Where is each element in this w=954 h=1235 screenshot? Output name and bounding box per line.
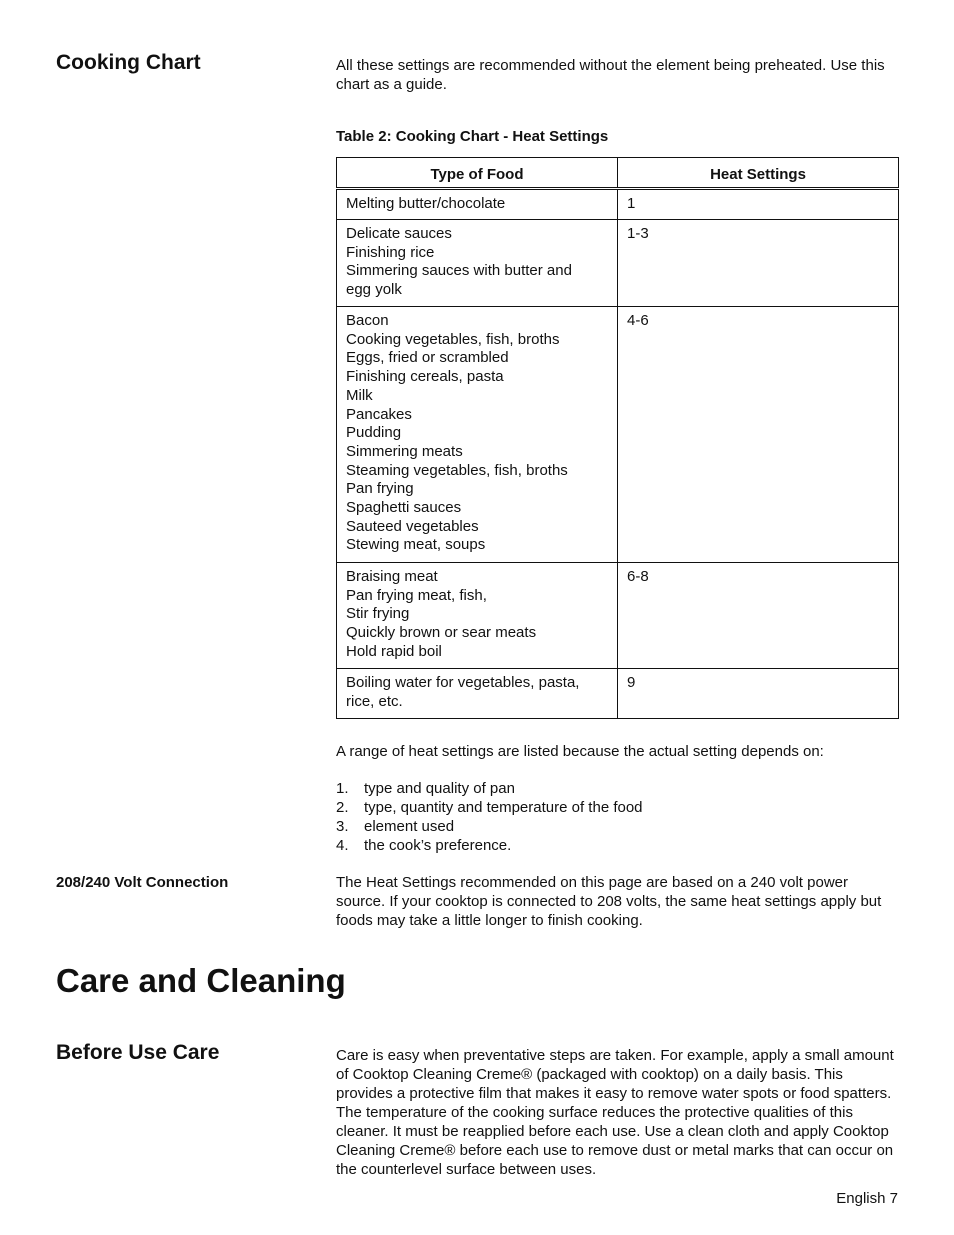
table-row [337, 563, 899, 669]
list-item-text: type, quantity and temperature of the food [364, 799, 643, 816]
heat-setting-cell: 4-6 [618, 307, 899, 563]
food-item: Pudding [346, 424, 402, 442]
food-item: Cooking vegetables, fish, broths [346, 330, 560, 348]
food-item: egg yolk [346, 281, 402, 299]
food-item: Pan frying [346, 480, 414, 498]
food-item: Simmering meats [346, 442, 463, 460]
volt-connection-text: The Heat Settings recommended on this page are based on a 240 volt power source. If your cooktop is connected to 208 volts, the same heat settings apply but foods may take a little longer to finish cooking. [336, 874, 882, 929]
list-item-text: element used [364, 818, 455, 835]
food-cell [337, 189, 618, 220]
heat-setting-cell: 9 [618, 669, 899, 719]
heat-setting-cell: 1 [618, 189, 899, 220]
list-item-number: 3. [336, 818, 349, 835]
food-item: Eggs, fried or scrambled [346, 349, 509, 367]
food-item: Finishing cereals, pasta [346, 368, 504, 386]
food-item: Hold rapid boil [346, 642, 442, 660]
list-item-text: the cook’s preference. [364, 837, 512, 854]
heat-setting-cell: 6-8 [618, 563, 899, 669]
reasons-list [336, 779, 643, 855]
cooking-chart-intro: All these settings are recommended without the element being preheated. Use this chart as a guide. [336, 57, 885, 93]
list-item-number: 4. [336, 837, 349, 854]
list-item [336, 817, 643, 836]
food-item: Pancakes [346, 405, 412, 423]
table-row [337, 220, 899, 307]
header-heat-settings: Heat Settings [618, 158, 899, 189]
list-item-text: type and quality of pan [364, 780, 515, 797]
list-item [336, 779, 643, 798]
list-item [336, 836, 643, 855]
food-item: Boiling water for vegetables, pasta, [346, 674, 580, 691]
care-cleaning-heading: Care and Cleaning [56, 962, 346, 999]
table-row [337, 669, 899, 719]
food-cell [337, 220, 618, 307]
food-item: Bacon [346, 312, 389, 329]
food-cell [337, 563, 618, 669]
food-item: Stewing meat, soups [346, 536, 486, 554]
food-item: Milk [346, 386, 373, 404]
before-use-care-heading: Before Use Care [56, 1041, 220, 1064]
food-item: Quickly brown or sear meats [346, 624, 537, 642]
list-item-number: 1. [336, 780, 349, 797]
cooking-chart-heading: Cooking Chart [56, 51, 201, 74]
volt-connection-heading: 208/240 Volt Connection [56, 874, 229, 891]
food-item: Pan frying meat, fish, [346, 586, 487, 604]
food-item: Finishing rice [346, 243, 435, 261]
food-item: Steaming vegetables, fish, broths [346, 461, 568, 479]
food-item: Stir frying [346, 605, 410, 623]
table-row [337, 189, 899, 220]
list-item-number: 2. [336, 799, 349, 816]
header-type-of-food: Type of Food [337, 158, 618, 189]
food-item: Melting butter/chocolate [346, 195, 506, 212]
food-item: Simmering sauces with butter and [346, 262, 572, 280]
heat-settings-table [336, 157, 899, 719]
food-item: Braising meat [346, 568, 438, 585]
table-caption: Table 2: Cooking Chart - Heat Settings [336, 128, 609, 145]
food-cell [337, 307, 618, 563]
page-footer: English 7 [836, 1190, 898, 1207]
heat-setting-cell: 1-3 [618, 220, 899, 307]
food-cell [337, 669, 618, 719]
food-item: Sauteed vegetables [346, 517, 479, 535]
food-item: Spaghetti sauces [346, 499, 462, 517]
range-note: A range of heat settings are listed because the actual setting depends on: [336, 743, 824, 760]
food-item: Delicate sauces [346, 225, 452, 242]
list-item [336, 798, 643, 817]
table-row [337, 307, 899, 563]
table-header-row [337, 158, 899, 189]
table-body [337, 189, 899, 719]
before-use-care-text: Care is easy when preventative steps are taken. For example, apply a small amount of Cooktop Cleaning Creme® (packaged with cooktop) on a daily basis. This provides a protective film that makes it easy to remove water spots or food spatters. The temperature of the cooking surface reduces the protective qualities of this cleaner. It must be reapplied before each use. Use a clean cloth and apply Cooktop Cleaning Creme® before each use to remove dust or metal marks that can occur on the counterlevel surface between uses. [336, 1047, 894, 1178]
food-item: rice, etc. [346, 692, 403, 710]
